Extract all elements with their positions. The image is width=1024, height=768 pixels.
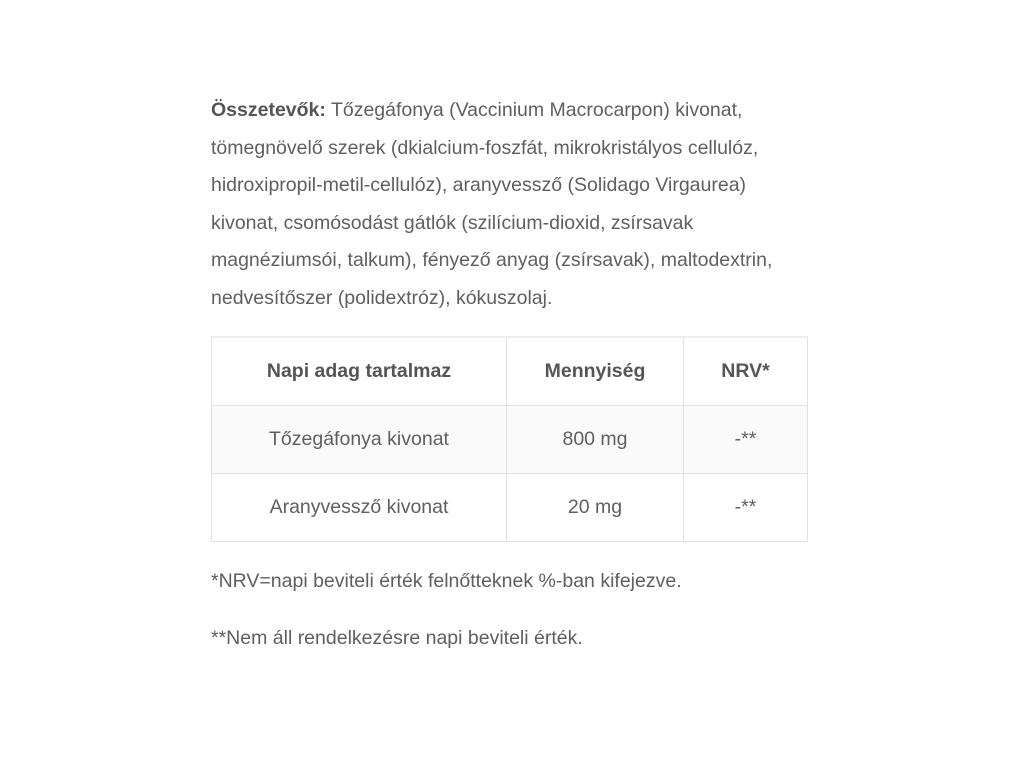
table-cell-nrv: -** — [684, 405, 808, 473]
product-info — [211, 92, 811, 650]
ingredients-label: Összetevők: — [211, 99, 326, 121]
header-amount: Mennyiség — [507, 337, 684, 406]
nutrition-table — [211, 336, 808, 542]
table-cell-amount: 20 mg — [507, 473, 684, 541]
table-cell-ingredient: Aranyvessző kivonat — [212, 473, 507, 541]
table-cell-amount: 800 mg — [507, 405, 684, 473]
table-cell-nrv: -** — [684, 473, 808, 541]
table-cell-ingredient: Tőzegáfonya kivonat — [212, 405, 507, 473]
ingredients-paragraph — [211, 92, 811, 318]
no-nrv-footnote: **Nem áll rendelkezésre napi beviteli érték. — [211, 626, 583, 649]
ingredients-text: Tőzegáfonya (Vaccinium Macrocarpon) kivonat, tömegnövelő szerek (dkialcium-foszfát, mikrokristályos cellulóz, hidroxipropil-metil-cellulóz), aranyvessző (Solidago Virgaurea) kivonat, csomósodást gátlók (szilícium-dioxid, zsírsavak magnéziumsói, talkum), fényező anyag (zsírsavak), maltodextrin, nedvesítőszer (polidextróz), kókuszolaj. — [211, 99, 773, 309]
header-nrv: NRV* — [684, 337, 808, 406]
table-row — [212, 473, 808, 541]
table-header — [212, 337, 808, 406]
nrv-footnote: *NRV=napi beviteli érték felnőtteknek %-ban kifejezve. — [211, 569, 682, 592]
table-row — [212, 405, 808, 473]
table-body — [212, 405, 808, 541]
table-header-row — [212, 337, 808, 406]
header-daily-dose: Napi adag tartalmaz — [212, 337, 507, 406]
